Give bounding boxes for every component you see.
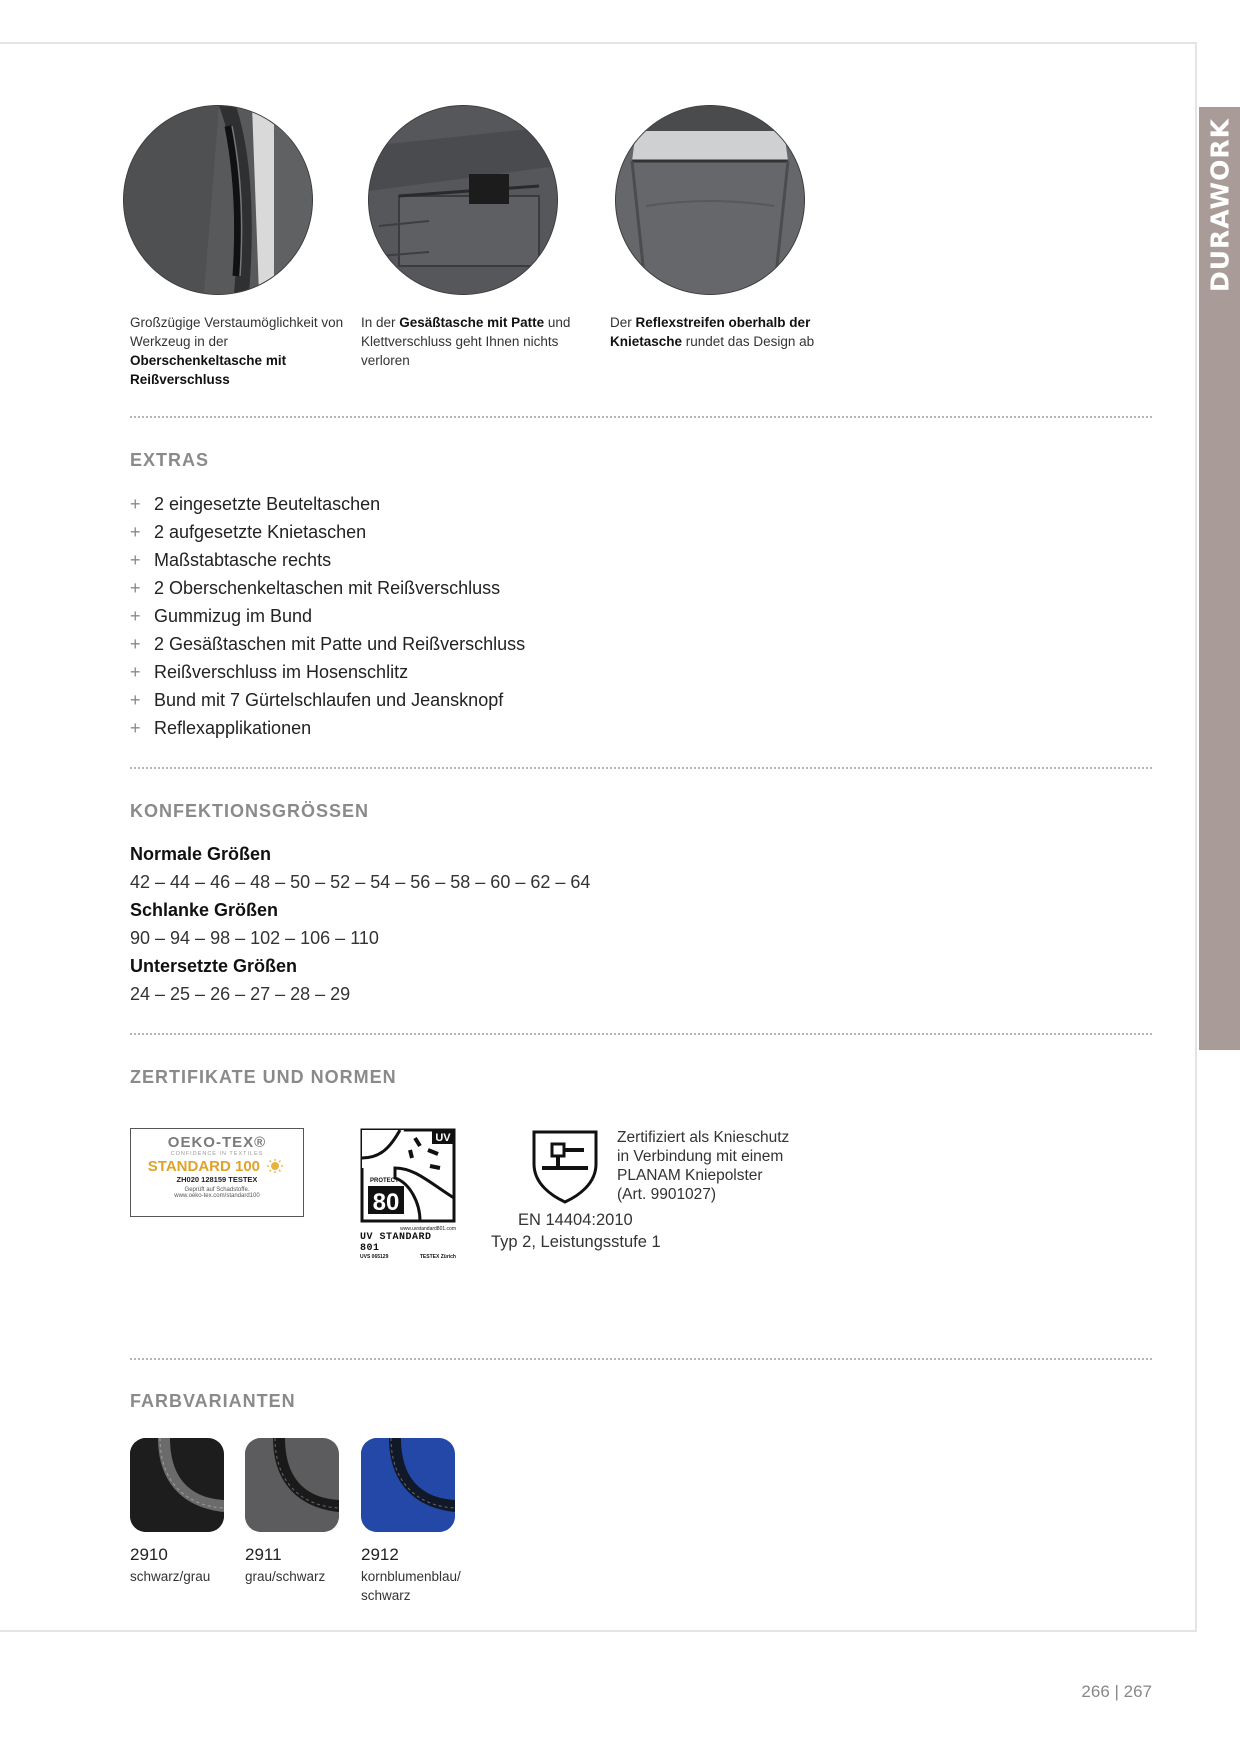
color-swatch	[361, 1438, 455, 1532]
extras-item-label: 2 aufgesetzte Knietaschen	[154, 522, 367, 542]
knee-protection-shield-icon	[530, 1128, 600, 1209]
uv-standard-label: UV STANDARD 801	[360, 1232, 432, 1254]
sizes-title: KONFEKTIONSGRÖSSEN	[130, 801, 370, 821]
detail-photo-back-pocket	[369, 106, 557, 294]
uv-lab: TESTEX Zürich	[419, 1254, 456, 1260]
size-group-label: Untersetzte Größen	[130, 956, 298, 976]
knee-norm: EN 14404:2010	[518, 1211, 633, 1229]
detail-caption-2	[361, 313, 576, 370]
uv-protect-number: 80	[372, 1189, 400, 1216]
color-name: grau/schwarz	[245, 1569, 326, 1584]
oeko-tagline: CONFIDENCE IN TEXTILES	[170, 1151, 264, 1157]
separator	[130, 1033, 1152, 1035]
extras-item-label: Gummizug im Bund	[154, 606, 313, 626]
oeko-code: ZH020 128159 TESTEX	[176, 1175, 258, 1184]
knee-cert-text	[617, 1128, 789, 1204]
caption-bold-text: Gesäßtasche mit Patte	[399, 315, 545, 330]
size-group-values: 42 – 44 – 46 – 48 – 50 – 52 – 54 – 56 – 58 – 60 – 62 – 64	[130, 872, 591, 892]
plus-icon: +	[130, 634, 141, 654]
side-tab-label: DURAWORK	[1205, 118, 1235, 292]
detail-caption-3	[610, 313, 825, 351]
knee-cert-line: (Art. 9901027)	[617, 1186, 717, 1203]
sun-icon	[264, 1159, 286, 1173]
plus-icon: +	[130, 690, 141, 710]
detail-photo-thigh-pocket	[124, 106, 312, 294]
sizes-block	[130, 840, 590, 1008]
uv-standard-logo	[360, 1128, 456, 1260]
colors-title: FARBVARIANTEN	[130, 1391, 296, 1411]
caption-text: In der	[361, 315, 400, 330]
color-code: 2911	[245, 1545, 282, 1564]
page-number: 266 | 267	[1081, 1682, 1152, 1701]
plus-icon: +	[130, 662, 141, 682]
plus-icon: +	[130, 606, 141, 626]
extras-item	[130, 574, 525, 602]
knee-cert-line: PLANAM Kniepolster	[617, 1167, 763, 1184]
extras-title: EXTRAS	[130, 450, 210, 470]
color-code: 2910	[130, 1545, 168, 1564]
caption-text: Großzügige Verstaumöglichkeit von Werkzeug in der	[130, 315, 344, 349]
extras-item	[130, 714, 525, 742]
uv-label: UV	[435, 1132, 451, 1144]
caption-text: und Klettverschluss geht Ihnen nichts verloren	[361, 315, 571, 368]
knee-cert-line: in Verbindung mit einem	[617, 1148, 784, 1165]
extras-item-label: Bund mit 7 Gürtelschlaufen und Jeansknopf	[154, 690, 504, 710]
size-group-label: Schlanke Größen	[130, 900, 279, 920]
color-name: schwarz/grau	[130, 1569, 211, 1584]
separator	[130, 1358, 1152, 1360]
oeko-tex-logo	[130, 1128, 304, 1217]
plus-icon: +	[130, 550, 141, 570]
extras-item	[130, 490, 525, 518]
knee-type: Typ 2, Leistungsstufe 1	[491, 1233, 661, 1251]
extras-item	[130, 686, 525, 714]
plus-icon: +	[130, 494, 141, 514]
caption-bold-text: Reflexstreifen oberhalb der Knietasche	[610, 315, 811, 349]
extras-item	[130, 602, 525, 630]
oeko-note: Geprüft auf Schadstoffe.	[184, 1187, 250, 1193]
knee-cert-line: Zertifiziert als Knieschutz	[617, 1129, 790, 1146]
color-code: 2912	[361, 1545, 399, 1564]
color-swatch	[245, 1438, 339, 1532]
size-group-values: 90 – 94 – 98 – 102 – 106 – 110	[130, 928, 379, 948]
certs-title: ZERTIFIKATE UND NORMEN	[130, 1067, 397, 1087]
size-group-label: Normale Größen	[130, 844, 272, 864]
detail-caption-1	[130, 313, 345, 389]
extras-item-label: 2 eingesetzte Beuteltaschen	[154, 494, 381, 514]
uv-url: www.uvstandard801.com	[400, 1226, 456, 1232]
oeko-url: www.oeko-tex.com/standard100	[174, 1193, 260, 1199]
extras-item-label: Maßstabtasche rechts	[154, 550, 332, 570]
uv-protect-label: PROTECT	[370, 1178, 399, 1184]
uv-code: UVS 065129	[360, 1254, 389, 1260]
uv-protect-icon	[360, 1128, 456, 1223]
oeko-brand: OEKO-TEX®	[167, 1134, 267, 1151]
plus-icon: +	[130, 578, 141, 598]
extras-item-label: Reflexapplikationen	[154, 718, 312, 738]
extras-item	[130, 630, 525, 658]
color-name: kornblumenblau/ schwarz	[361, 1569, 461, 1603]
color-swatch	[130, 1438, 224, 1532]
extras-item	[130, 546, 525, 574]
separator	[130, 416, 1152, 418]
detail-photo-reflex-stripe	[616, 106, 804, 294]
extras-item	[130, 658, 525, 686]
oeko-standard-text: STANDARD 100	[147, 1158, 261, 1175]
caption-text: Der	[610, 315, 636, 330]
plus-icon: +	[130, 718, 141, 738]
caption-bold-text: Oberschenkeltasche mit Reißverschluss	[130, 353, 287, 387]
extras-list	[130, 490, 525, 742]
extras-item-label: 2 Gesäßtaschen mit Patte und Reißverschluss	[154, 634, 526, 654]
oeko-standard	[131, 1158, 303, 1175]
extras-item	[130, 518, 525, 546]
plus-icon: +	[130, 522, 141, 542]
extras-item-label: Reißverschluss im Hosenschlitz	[154, 662, 409, 682]
size-group-values: 24 – 25 – 26 – 27 – 28 – 29	[130, 984, 351, 1004]
extras-item-label: 2 Oberschenkeltaschen mit Reißverschluss	[154, 578, 501, 598]
caption-text: rundet das Design ab	[682, 334, 815, 349]
separator	[130, 767, 1152, 769]
